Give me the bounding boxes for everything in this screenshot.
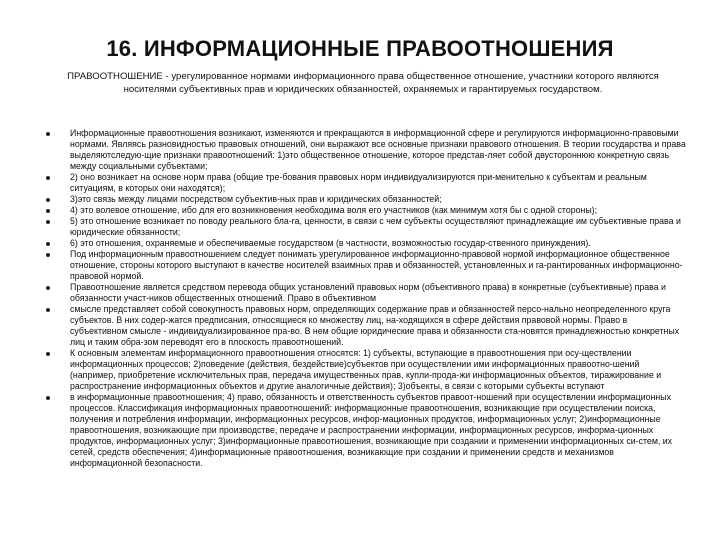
bullet-text: Информационные правоотношения возникают, изменяются и прекращаются в информационной сфере и регулируются информационно-правовыми нормами. Являясь разновидностью правовых отношений, они выражают все основные признаки правового отношения. В теории государства и права выделяютследую-щие признаки правоотношений: 1)это общественное отношение, которое представ-ляет собой двустороннюю конкретную связь между социальными субъектами;: [70, 128, 686, 171]
bullet-item: [46, 348, 686, 392]
bullet-text: К основным элементам информационного правоотношения относятся: 1) субъекты, вступающие в правоотношения при осу-ществлении информационных процессов; 2)поведение (действия, бездействие)субъектов при осуществлении ими информационных правоотно-шений (например, приобретение исключительных прав, передача имущественных прав, купли-прода-жи информационных объектов, тиражирование и распространение информационных объектов и другие аналогичные действия); 3)объекты, в связи с которыми субъекты вступают: [70, 348, 662, 391]
slide-title: 16. ИНФОРМАЦИОННЫЕ ПРАВООТНОШЕНИЯ: [106, 36, 614, 61]
definition-text: ПРАВООТНОШЕНИЕ - урегулированное нормами информационного права общественное отношение, участники которого являются носителями субъективных прав и юридических обязанностей, охраняемых и гарантируемых государством.: [67, 71, 659, 95]
bullet-dot-icon: [46, 132, 50, 136]
bullet-dot-icon: [46, 253, 50, 257]
bullet-item: [46, 238, 686, 249]
bullet-list: [46, 128, 686, 469]
bullet-text: 6) это отношения, охраняемые и обеспечиваемые государством (в частности, возможностью государ-ственного принуждения).: [70, 238, 591, 248]
bullet-dot-icon: [46, 220, 50, 224]
bullet-dot-icon: [46, 176, 50, 180]
bullet-item: [46, 128, 686, 172]
bullet-text: 2) оно возникает на основе норм права (общие тре-бования правовых норм индивидуализируются при-менительно к субъектам и реальным ситуациям, в которых они находятся);: [70, 172, 647, 193]
bullet-dot-icon: [46, 396, 50, 400]
bullet-text: Под информационным правоотношением следует понимать урегулированное информационно-правовой нормой информационное общественное отношение, стороны которого выступают в качестве носителей взаимных прав и обязанностей, установленных и га-рантированных информационно-правовой нормой.: [70, 249, 683, 281]
bullet-item: [46, 249, 686, 282]
bullet-text: в информационные правоотношения; 4) право, обязанность и ответственность субъектов правоот-ношений при осуществлении информационных процессов. Классификация информационных правоотношений: информационные правоотношения, возникающие при осуществлении поиска, получения и потребления информации, информационных ресурсов, инфор-мационных продуктов, информационных услуг; 2)информационные правоотношения, возникающие при производстве, передаче и распространении информации, информационных ресурсов, информа-ционных продуктов, информационных услуг; 3)информационные правоотношения, возникающие при создании и применении информационных си-стем, их сетей, средств обеспечения; 4)информационные правоотношения, возникающие при создании и применении средств и механизмов информационной безопасности.: [70, 392, 673, 468]
bullet-dot-icon: [46, 308, 50, 312]
bullet-item: [46, 282, 686, 304]
bullet-item: [46, 205, 686, 216]
bullet-item: [46, 392, 686, 469]
bullet-dot-icon: [46, 286, 50, 290]
bullet-dot-icon: [46, 209, 50, 213]
bullet-item: [46, 194, 686, 205]
bullet-dot-icon: [46, 198, 50, 202]
bullet-text: 5) это отношение возникает по поводу реального бла-га, ценности, в связи с чем субъекты осуществляют принадлежащие им субъективные права и юридические обязанности;: [70, 216, 681, 237]
bullet-item: [46, 172, 686, 194]
bullet-dot-icon: [46, 242, 50, 246]
bullet-item: [46, 304, 686, 348]
bullet-text: смысле представляет собой совокупность правовых норм, определяющих содержание прав и обязанностей персо-нально неопределенного круга субъектов. В них содер-жатся предписания, относящиеся ко множеству лиц, на-ходящихся в сфере действия правовой нормы. Право в субъективном смысле - индивидуализированное пра-во. В нем общие юридические права и обязанности ста-новятся принадлежностью конкретных лиц и таким обра-зом переводят его в плоскость правоотношений.: [70, 304, 680, 347]
bullet-dot-icon: [46, 352, 50, 356]
bullet-text: 4) это волевое отношение, ибо для его возникновения необходима воля его участников (как минимум хотя бы с одной стороны);: [70, 205, 598, 215]
bullet-text: Правоотношение является средством перевода общих установлений правовых норм (объективного права) в конкретные (субъективные) права и обязанности участ-ников общественных отношений. Право в объективном: [70, 282, 666, 303]
bullet-text: 3)это связь между лицами посредством субъектив-ных прав и юридических обязанностей;: [70, 194, 442, 204]
bullet-item: [46, 216, 686, 238]
